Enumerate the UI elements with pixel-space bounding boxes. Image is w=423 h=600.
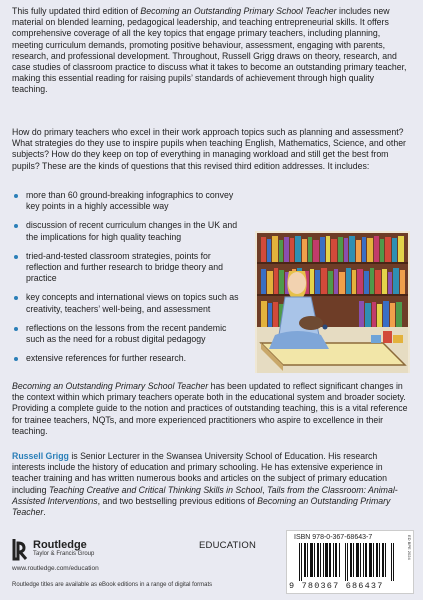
closing-book-title: Becoming an Outstanding Primary School Teacher bbox=[12, 381, 209, 391]
barcode-icon bbox=[299, 543, 395, 581]
closing-text: has been updated to reflect significant changes in the context within which primary teachers operate both in the educational system and broader society. Providing a complete guide to the notion and practices of outstanding teaching, this is a vital reference for trainee teachers, NQTs, and more experienced practitioners who aspire to excellence in their teaching. bbox=[12, 381, 408, 436]
ebook-availability-note: Routledge titles are available as eBook editions in a range of digital formats bbox=[12, 582, 213, 588]
questions-paragraph: How do primary teachers who excel in their work approach topics such as planning and assessment? What strategies do they use to inspire pupils when teaching English, Mathematics, Science, and other subjects? How do they keep on top of everything in managing workload and still get the best from pupils? These are the kinds of questions that this revised third edition addresses. It includes: bbox=[12, 127, 406, 171]
list-item: discussion of recent curriculum changes in the UK and the implications for high quality teaching bbox=[12, 220, 244, 242]
subject-category: EDUCATION bbox=[199, 540, 257, 551]
publisher-name: Routledge bbox=[33, 539, 87, 551]
child-reading-illustration bbox=[255, 231, 410, 373]
bio-book-3: Becoming an Outstanding Primary Teacher bbox=[12, 495, 391, 518]
intro-text-end: includes new material on blended learning, pedagogical leadership, and teaching entrepreneurial skills. It offers comprehensive coverage of all the key topics that engage primary teachers, including planning, meeting curriculum demands, promoting positive behaviour, assessment, engaging with parents, research, and professional development. Throughout, Russell Grigg draws on theory, research, and case studies of classroom practice to discuss what it takes to become an outstanding primary teacher, making this essential reading for raising pupils’ standards of achievement through high quality teaching. bbox=[12, 6, 407, 95]
publisher-url[interactable]: www.routledge.com/education bbox=[12, 565, 99, 572]
list-item: extensive references for further research. bbox=[12, 353, 244, 364]
features-list bbox=[12, 190, 244, 372]
bio-text-middle: , and two bestselling previous editions of bbox=[97, 495, 258, 506]
side-code: ED BPE 2024 bbox=[407, 535, 412, 560]
list-item: more than 60 ground-breaking infographics to convey key points in a highly accessible way bbox=[12, 190, 244, 212]
list-item: tried-and-tested classroom strategies, points for reflection and further research to bridge theory and practice bbox=[12, 251, 244, 285]
barcode-number: 9 780367 686437 bbox=[289, 581, 384, 591]
author-bio bbox=[12, 451, 409, 518]
bio-text-start: is Senior Lecturer in the Swansea University School of Education. His research interests include the history of education and primary schooling. He has extensive experience in teacher training and has written numerous books and articles on the subject of primary education including bbox=[12, 451, 388, 495]
closing-paragraph bbox=[12, 381, 409, 437]
isbn-label: ISBN 978-0-367-68643-7 bbox=[294, 534, 373, 541]
bio-book-2: Tails from the Classroom: Animal-Assisted Interventions bbox=[12, 484, 398, 506]
intro-book-title: Becoming an Outstanding Primary School Teacher bbox=[140, 6, 337, 16]
bio-separator: , bbox=[262, 484, 268, 495]
list-item: reflections on the lessons from the recent pandemic such as the need for a robust digital pedagogy bbox=[12, 323, 244, 345]
bio-text-end: . bbox=[43, 507, 46, 518]
publisher-logo bbox=[12, 537, 162, 573]
list-item: key concepts and international views on topics such as creativity, teachers’ well-being, and assessment bbox=[12, 292, 244, 314]
bio-book-1: Teaching Creative and Critical Thinking Skills in School bbox=[48, 484, 263, 495]
intro-text-start: This fully updated third edition of bbox=[12, 6, 141, 16]
isbn-barcode-panel bbox=[286, 530, 414, 594]
publisher-group: Taylor & Francis Group bbox=[33, 551, 95, 557]
routledge-emblem-icon bbox=[12, 537, 28, 561]
intro-paragraph bbox=[12, 6, 409, 96]
author-name: Russell Grigg bbox=[12, 451, 69, 461]
